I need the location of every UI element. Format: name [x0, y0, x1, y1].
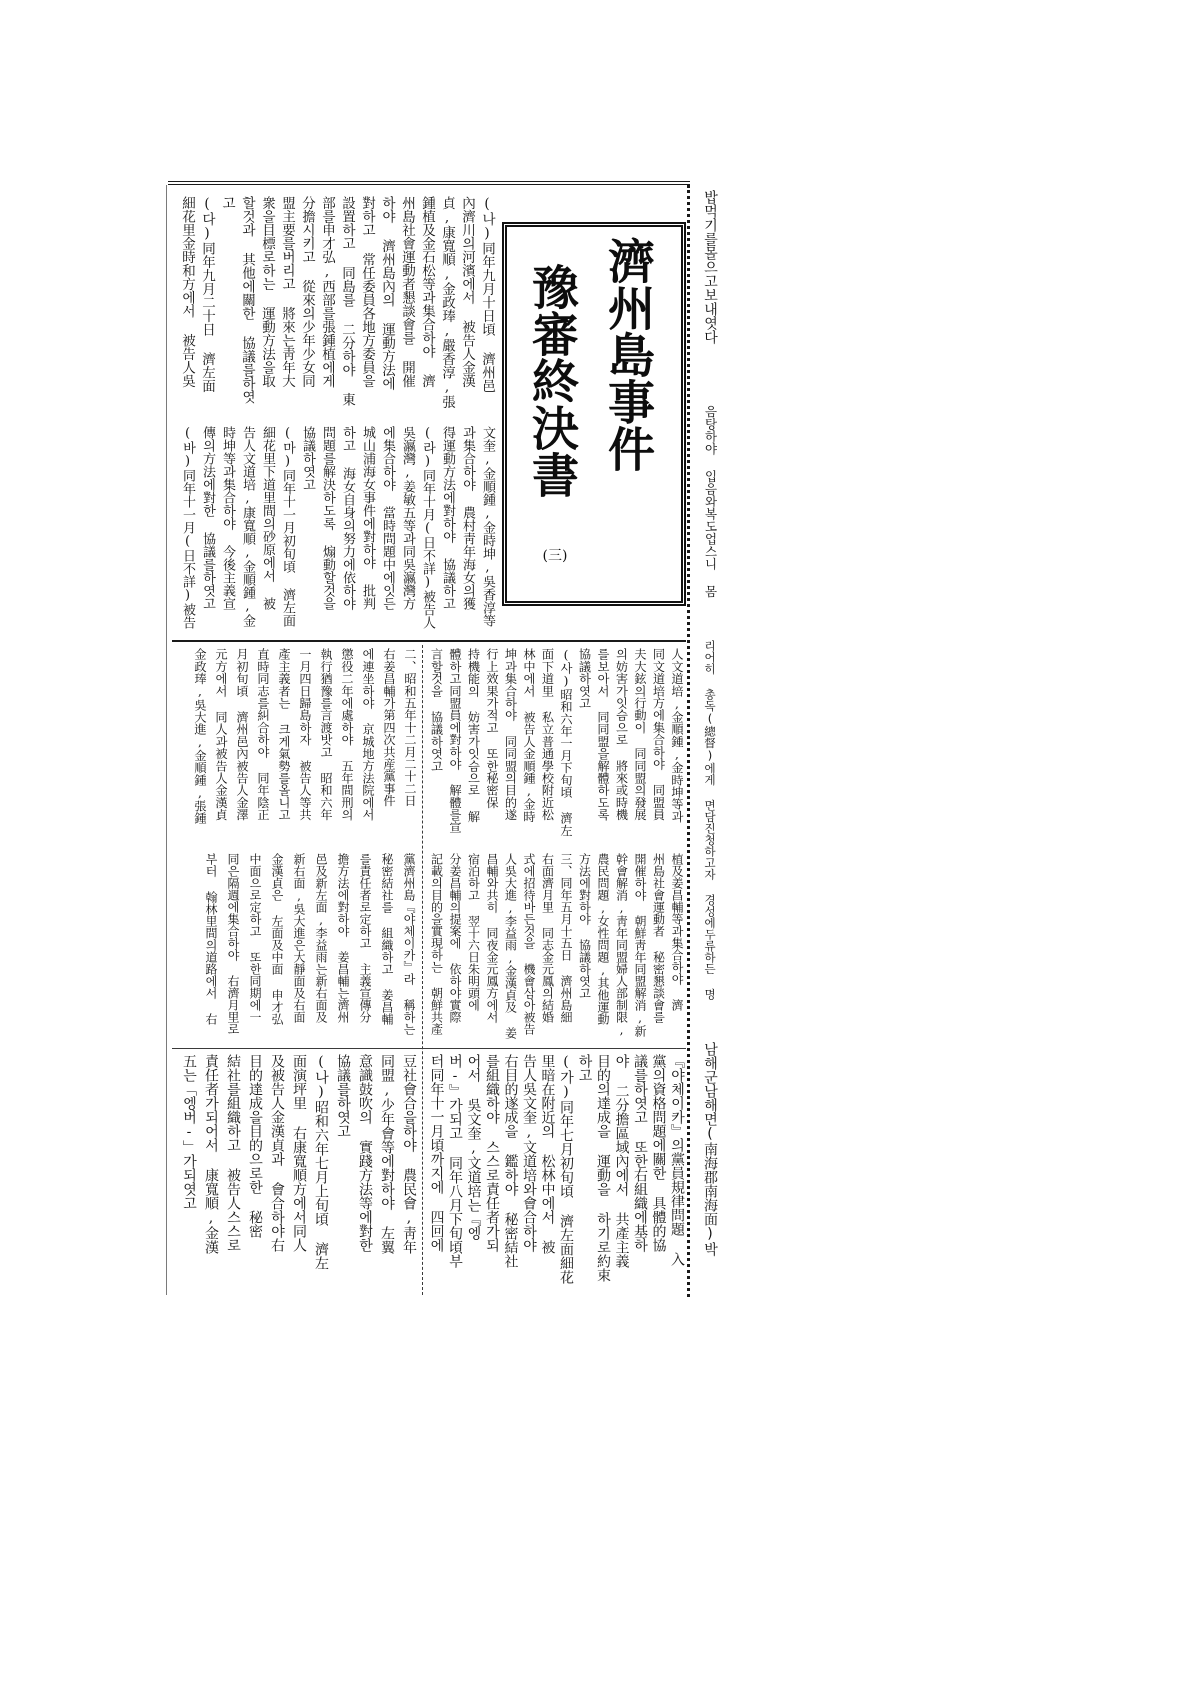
text-column: 夫大鉉의行動이 同同盟의發展: [633, 648, 647, 821]
text-column: 州島社會運動者懇談會를 開催: [399, 196, 415, 388]
text-column: 協議를하엿고: [335, 1054, 351, 1138]
text-column: 內濟川의河濱에서 被告人金漢: [459, 196, 475, 388]
text-column: 盟主要를버리고 將來는靑年大: [279, 196, 295, 388]
text-column: 과集合하야 農村靑年海女의獲: [460, 426, 475, 610]
headline-part-number: (三): [542, 548, 568, 564]
left-edge-rule: [166, 185, 167, 1295]
text-column: (라)同年十月(日不詳)被告人: [420, 426, 435, 629]
text-column: 어서 吳文奎,文道培는『엥: [465, 1054, 482, 1240]
text-column: 林中에서 被告人金順鍾,金時: [522, 648, 536, 823]
text-column: 言할것을 協議하엿고: [429, 648, 444, 772]
text-column: 버-』가되고 同年八月下旬頃부: [447, 1054, 463, 1268]
tier-a-upper: [172, 196, 497, 418]
text-column: 告人吳文奎,文道培와會合하야: [521, 1054, 537, 1252]
headline-subtitle: 豫審終決書: [524, 263, 579, 498]
text-column: 執行猶豫를言渡밧고 昭和六年: [319, 648, 333, 821]
tier-b-upper-right: [426, 648, 686, 844]
text-column: 同文道培方에集合하야 同盟員: [651, 648, 666, 821]
text-column: 三、同年五月十五日 濟州島細: [559, 853, 573, 1023]
side-strip-segment: 음탕하야 입음와복도업스니 몸: [703, 405, 718, 598]
text-column: 議를하엿고 또한右組織에基하: [632, 1054, 648, 1252]
text-column: 衆을目標로하는 運動方法을取: [259, 196, 275, 388]
text-column: 터同年十一月頃까지에 四回에: [428, 1054, 445, 1252]
text-column: 開催하야 朝鮮靑年同盟解消,新: [633, 853, 647, 1037]
side-strip-segment: 남해군남해면(南海郡南海面)박: [702, 1042, 718, 1256]
text-column: 產主義者는 크게氣勢를올니고: [277, 648, 291, 821]
text-column: 目的達成을目的으로한 秘密: [247, 1054, 263, 1238]
text-column: 를責任者로定하고 主義宣傳分: [358, 853, 372, 1023]
text-column: 二、昭和五年十二月二十二日: [403, 648, 417, 807]
text-column: 를組織하야 스스로責任者가되: [484, 1054, 500, 1252]
text-column: 懲役二年에處하야 五年間刑의: [340, 648, 354, 821]
text-column: 設置하고 同島를 二分하야 東: [339, 196, 355, 406]
tier-b-upper-left: [172, 648, 420, 844]
text-column: 里暗在附近의 松林中에서 被: [539, 1054, 556, 1254]
text-column: 細花里下道里間의砂原에서 被: [260, 426, 275, 610]
text-column: 金漢貞은 左面及中面 申才弘: [270, 853, 284, 1025]
text-column: 하고 海女自身의努力에依하야: [340, 426, 355, 610]
text-column: 에連坐하야 京城地方法院에서: [361, 648, 375, 821]
text-column: 하야 濟州島內의 運動方法에: [379, 196, 395, 390]
text-column: 分姜昌輔의提案에 依하야實際: [448, 853, 462, 1023]
text-column: 意識鼓吹의 實踐方法等에對한: [357, 1054, 373, 1252]
text-column: 同은隔週에集合하야 右濟月里로: [226, 853, 240, 1035]
text-column: 傳의方法에對한 協議를하엿고: [200, 426, 215, 610]
text-column: 金政琫,吳大進,金順鍾,張鍾: [193, 648, 207, 825]
text-column: 黨의資格問題에關한 具體的協: [650, 1054, 667, 1252]
text-column: 고: [219, 196, 235, 210]
text-column: 持機能의 妨害가잇슴으로 解: [466, 648, 481, 823]
text-column: 豆社會合을하야 農民會,靑年: [401, 1054, 417, 1254]
headline-title: 濟州島事件: [600, 237, 655, 472]
text-column: 城山浦海女事件에對하야 批判: [360, 426, 375, 610]
side-strip-segment: 밥먹기를몰으고보내엿다: [702, 190, 718, 344]
text-column: 吳瀛灣,姜敏五等과同吳瀛灣方: [400, 426, 415, 610]
text-column: 右面濟月里 同志金元鳳의結婚: [540, 853, 555, 1023]
text-column: (나)昭和六年七月上旬頃 濟左: [313, 1054, 329, 1270]
text-column: 하고: [576, 1054, 593, 1082]
text-column: 方法에對하야 協議하엿고: [577, 853, 592, 999]
text-column: 『야체이카』의黨員規律問題 入: [669, 1054, 685, 1266]
text-column: 文奎,金順鍾,金時坤,吳香淳等: [480, 426, 495, 627]
text-column: 幹會解消,靑年同盟婦人部制限,: [614, 853, 629, 1037]
text-column: 一月四日歸島하자 被告人等共: [298, 648, 312, 821]
text-column: 右目的遂成을 鑑하야 秘密結社: [502, 1054, 519, 1268]
text-column: 對하고 常任委員各地方委員을: [359, 196, 375, 388]
tier-c-left: [172, 1054, 420, 1292]
tier-a-lower: [172, 426, 497, 638]
tier-c-right: [426, 1054, 686, 1292]
text-column: 面下道里 私立普通學校附近松: [540, 648, 555, 821]
text-column: 黨濟州島『야체이카』라 稱하는: [402, 853, 416, 1035]
text-column: 宿泊하고 翌十六日朱明頭에: [466, 853, 481, 1011]
text-column: (다)同年九月二十日 濟左面: [199, 196, 215, 393]
text-column: 時坤等과集合하야 今後主義宣: [220, 426, 235, 610]
text-column: 부터 翰林里間의道路에서 右: [204, 853, 218, 1025]
text-column: 貞,康寬順,金政琫,嚴香淳,張: [439, 196, 455, 409]
text-column: 에集合하야 當時問題中에잇든: [380, 426, 395, 610]
headline-box: [502, 222, 686, 606]
text-column: 行上效果가적고 또한秘密保: [485, 648, 499, 809]
text-column: 야 二分擔區域內에서 共產主義: [613, 1054, 630, 1268]
top-double-rule: [168, 181, 690, 185]
text-column: 及被告人金漢貞과 會合하야右: [269, 1054, 285, 1252]
text-column: 昌輔와共히 同夜金元鳳方에서: [485, 853, 499, 1023]
text-column: 分擔시키고 從來의少年少女同: [299, 196, 315, 388]
text-column: 告人文道培,康寬順,金順鍾,金: [240, 426, 255, 627]
column-divider-rule: [422, 645, 423, 1295]
text-column: 新右面,吳大進은大靜面及右面: [292, 853, 306, 1023]
text-column: 人吳大進,李益雨,金漢貞及 姜: [503, 853, 518, 1039]
text-column: 人文道培,金順鍾,金時坤等과: [670, 648, 684, 823]
text-column: (바)同年十一月(日不詳)被告: [180, 426, 195, 629]
text-column: (사)昭和六年一月下旬頃 濟左: [559, 648, 573, 837]
tier-b-lower-right: [426, 853, 686, 1045]
text-column: 目的의達成을 運動을 하기로約束: [595, 1054, 611, 1282]
text-column: 協議하엿고: [300, 426, 315, 491]
text-column: 結社를組織하고 被告人스스로: [225, 1054, 241, 1252]
text-column: 州島社會運動者 秘密懇談會를: [651, 853, 666, 1023]
text-column: 五는「엥버-」가되엿고: [181, 1054, 197, 1210]
text-column: 右姜昌輔가第四次共産黨事件: [382, 648, 396, 807]
text-column: 得運動方法에對하야 協議하고: [440, 426, 455, 610]
text-column: (마)同年十一月初旬頃 濟左面: [280, 426, 295, 627]
text-column: 할것과 其他에關한 協議를하엿: [239, 196, 255, 404]
text-column: 問題를解決하도록 煽動할것을: [320, 426, 335, 610]
text-column: 月初旬頃 濟州邑內被告人金澤: [235, 648, 249, 821]
text-column: 를보아서 同同盟을解體하도록: [596, 648, 610, 821]
text-column: 의妨害가잇슴으로 將來或時機: [614, 648, 629, 821]
tier-b-lower-left: [172, 853, 420, 1045]
text-column: 部를申才弘,西部를張鍾植에게: [319, 196, 335, 388]
text-column: 直時同志를糾合하야 同年陰正: [256, 648, 270, 821]
text-column: 邑及新左面,李益雨는新右面及: [314, 853, 328, 1023]
text-column: 秘密結社를 組織하고 姜昌輔: [380, 853, 394, 1025]
text-column: 農民問題,女性問題,其他運動: [596, 853, 610, 1025]
text-column: (가)同年七月初旬頃 濟左面細花: [558, 1054, 574, 1284]
text-column: 細花里金時和方에서 被告人吳: [179, 196, 195, 388]
text-column: 式에招待바든것을 機會삼아被告: [522, 853, 536, 1035]
band-divider-rule: [172, 640, 686, 642]
text-column: 中面으로定하고 또한同期에一: [248, 853, 262, 1023]
text-column: 鍾植及金石松等과集合하야 濟: [419, 196, 435, 388]
side-strip-segment: 리어히 총독(總督)에게 면담진청하고자 경성에두류하든 명: [703, 640, 717, 1000]
text-column: (나)同年九月十日頃 濟州邑: [479, 196, 495, 393]
text-column: 面演坪里 右康寬順方에서同人: [291, 1054, 307, 1252]
text-column: 元方에서 同人과被告人金漢貞: [214, 648, 228, 821]
text-column: 體하고同盟員에對하야 解體를宣: [448, 648, 462, 833]
text-column: 坤과集合하야 同同盟의目的遂: [503, 648, 518, 821]
text-column: 擔方法에對하야 姜昌輔는濟州: [336, 853, 350, 1023]
text-column: 責任者가되어서 康寬順,金漢: [203, 1054, 219, 1254]
text-column: 植及姜昌輔等과集合하야 濟: [670, 853, 684, 1011]
text-column: 同盟,少年會等에對하야 左翼: [379, 1054, 395, 1254]
band-divider-rule: [172, 1048, 686, 1049]
article-separator-rule: [687, 185, 690, 1297]
text-column: 協議하엿고: [577, 648, 592, 709]
text-column: 記載의目的을實現하는 朝鮮共產: [429, 853, 444, 1035]
